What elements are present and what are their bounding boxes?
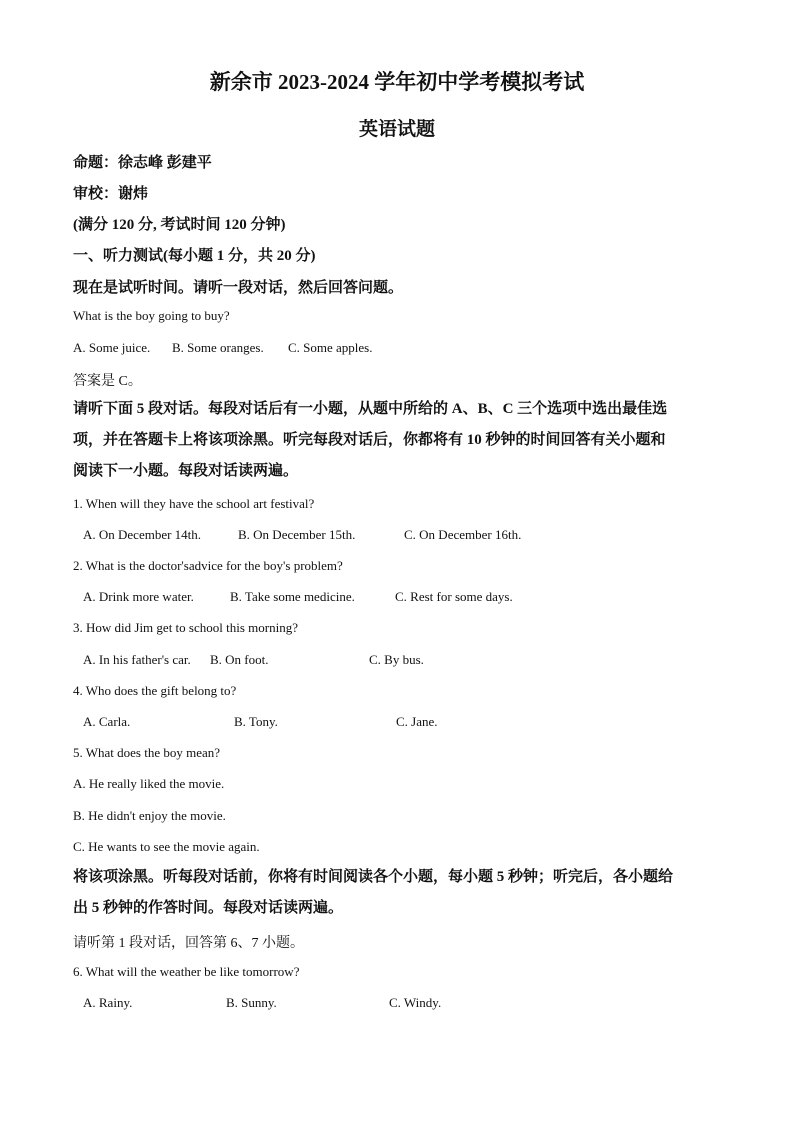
question-3: 3. How did Jim get to school this morning? [73, 620, 298, 635]
trial-option-c: C. Some apples. [288, 340, 373, 355]
reviewer-line: 审校：谢炜 [73, 186, 149, 202]
question-5: 5. What does the boy mean? [73, 745, 221, 760]
trial-answer: 答案是 C。 [73, 374, 142, 389]
question-4-option-b: B. Tony. [234, 714, 278, 729]
trial-option-b: B. Some oranges. [172, 340, 264, 355]
question-3-option-b: B. On foot. [210, 652, 269, 667]
trial-question: What is the boy going to buy? [73, 308, 230, 323]
section-heading: 一、听力测试(每小题 1 分，共 20 分) [73, 248, 316, 264]
question-6-option-a: A. Rainy. [83, 995, 133, 1010]
question-3-option-a: A. In his father's car. [83, 652, 191, 667]
instruction-line: 将该项涂黑。听每段对话前，你将有时间阅读各个小题，每小题 5 秒钟；听完后，各小题给 [73, 869, 674, 885]
question-1-option-c: C. On December 16th. [404, 527, 522, 542]
question-2-option-b: B. Take some medicine. [230, 589, 355, 604]
question-5-option-a: A. He really liked the movie. [73, 776, 225, 791]
question-2-option-a: A. Drink more water. [83, 589, 194, 604]
dialogue-1-note: 请听第 1 段对话，回答第 6、7 小题。 [73, 936, 304, 951]
exam-title: 新余市 2023-2024 学年初中学考模拟考试 [209, 70, 585, 94]
question-6-option-b: B. Sunny. [226, 995, 277, 1010]
question-4: 4. Who does the gift belong to? [73, 683, 237, 698]
question-1-option-b: B. On December 15th. [238, 527, 356, 542]
exam-info: (满分 120 分, 考试时间 120 分钟) [73, 217, 286, 233]
part1-instruction [73, 394, 723, 487]
instruction-line: 项，并在答题卡上将该项涂黑。听完每段对话后，你都将有 10 秒钟的时间回答有关小题和 [73, 432, 666, 448]
question-5-option-b: B. He didn't enjoy the movie. [73, 808, 226, 823]
authors-line: 命题：徐志峰 彭建平 [73, 155, 212, 171]
exam-subtitle: 英语试题 [358, 119, 435, 140]
question-5-option-c: C. He wants to see the movie again. [73, 839, 260, 854]
instruction-line: 出 5 秒钟的作答时间。每段对话读两遍。 [73, 900, 344, 916]
instruction-line: 请听下面 5 段对话。每段对话后有一小题，从题中所给的 A、B、C 三个选项中选出最佳选 [73, 401, 668, 417]
part2-instruction [73, 862, 723, 924]
trial-option-a: A. Some juice. [73, 340, 151, 355]
question-6: 6. What will the weather be like tomorrow? [73, 964, 300, 979]
trial-instruction: 现在是试听时间。请听一段对话，然后回答问题。 [73, 280, 404, 296]
question-4-option-a: A. Carla. [83, 714, 131, 729]
question-3-option-c: C. By bus. [369, 652, 424, 667]
question-6-option-c: C. Windy. [389, 995, 442, 1010]
question-1-option-a: A. On December 14th. [83, 527, 202, 542]
question-1: 1. When will they have the school art festival? [73, 496, 315, 511]
instruction-line: 阅读下一小题。每段对话读两遍。 [73, 463, 299, 479]
question-4-option-c: C. Jane. [396, 714, 438, 729]
question-2: 2. What is the doctor'sadvice for the boy's problem? [73, 558, 343, 573]
question-2-option-c: C. Rest for some days. [395, 589, 513, 604]
